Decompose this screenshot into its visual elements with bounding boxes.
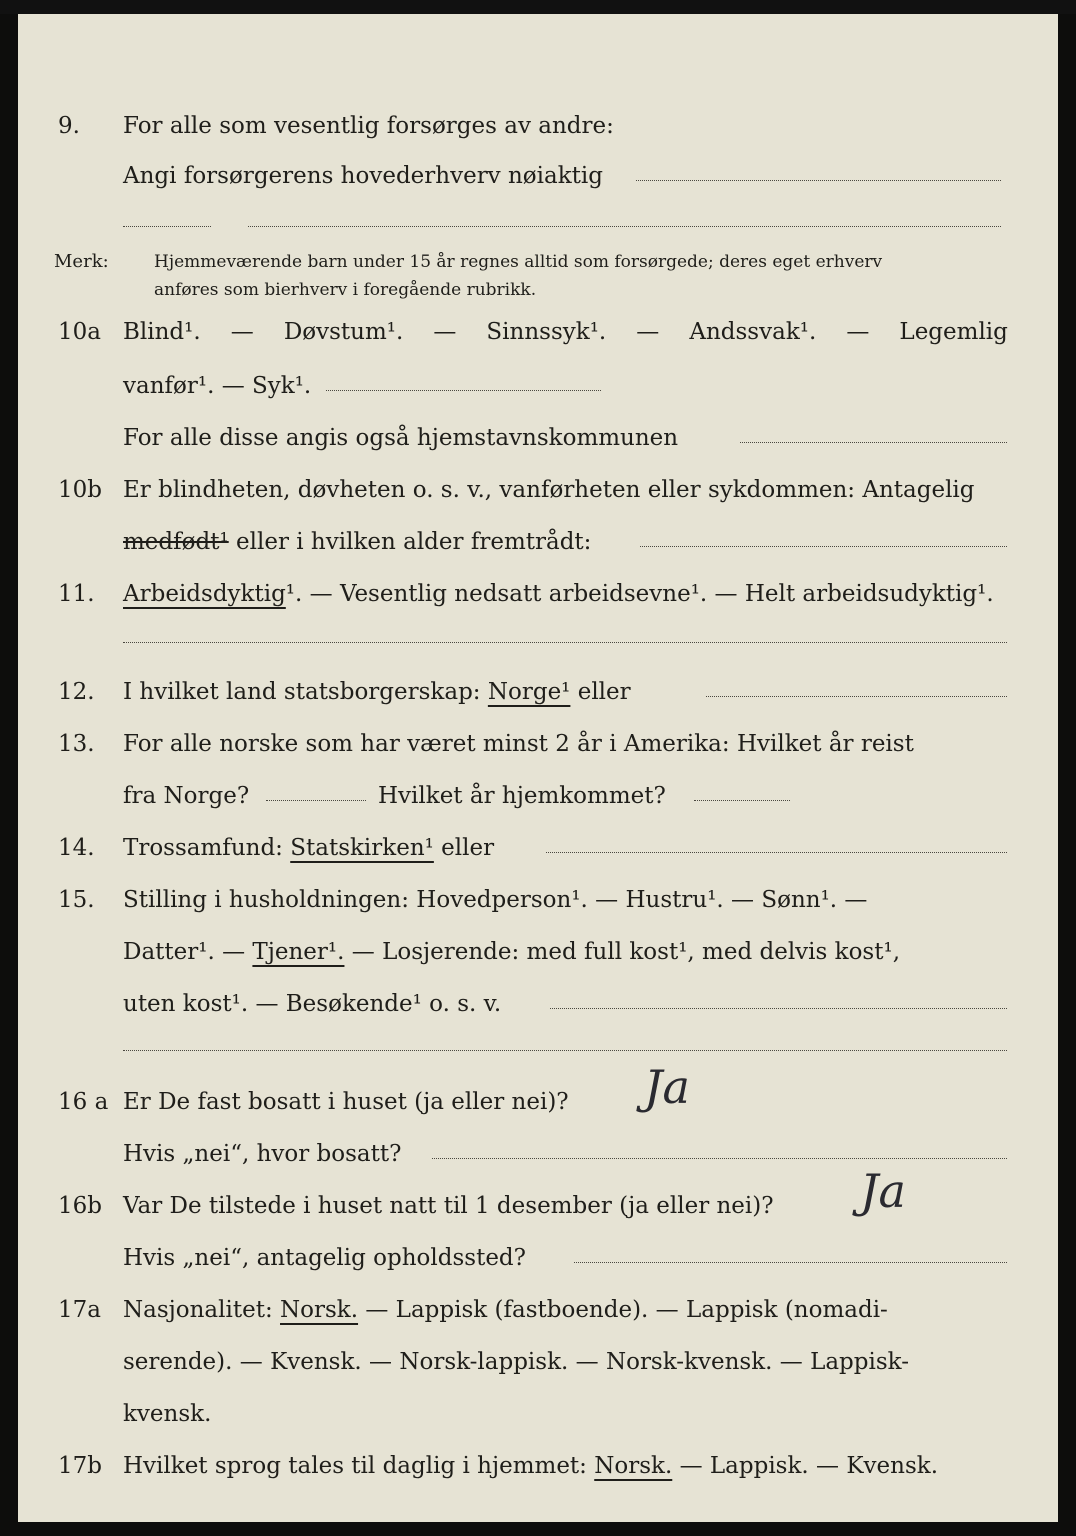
- merk-label: Merk:: [54, 251, 109, 272]
- q10a-row2: [18, 366, 1058, 406]
- q17a-number: 17a: [58, 1297, 101, 1323]
- q10b-row2: [18, 522, 1058, 562]
- q17b-number: 17b: [58, 1453, 102, 1479]
- q16b-answer-line: [574, 1262, 1007, 1263]
- q12-row: [18, 672, 1058, 712]
- q9-number: 9.: [58, 113, 80, 139]
- q17a-row2: [18, 1342, 1058, 1382]
- q11-selected-option: Arbeidsdyktig: [123, 581, 286, 607]
- q9-row: [18, 106, 1058, 146]
- q13-row: [18, 724, 1058, 764]
- q14-or: eller: [433, 835, 495, 861]
- q10b-number: 10b: [58, 477, 102, 503]
- q16b-line2: Hvis „nei“, antagelig opholdssted?: [123, 1245, 526, 1271]
- q14-row: [18, 828, 1058, 868]
- q15-extra-line: [123, 1050, 1007, 1051]
- q10a-number: 10a: [58, 319, 101, 345]
- q16a-answer-line: [432, 1158, 1007, 1159]
- q9-line2: Angi forsørgerens hovederhverv nøiaktig: [123, 163, 603, 189]
- q15-answer-line: [550, 1008, 1007, 1009]
- q10b-row: [18, 470, 1058, 510]
- q17a-line2: serende). — Kvensk. — Norsk-lappisk. — Norsk-kvensk. — Lappisk-: [123, 1349, 909, 1375]
- q16a-handwritten-answer: Ja: [644, 1060, 690, 1114]
- census-form-page: [18, 14, 1058, 1522]
- q11-row: [18, 574, 1058, 614]
- q9-row2: [18, 156, 1058, 196]
- q17a-row3: [18, 1394, 1058, 1434]
- q10a-part: Blind¹.: [123, 319, 201, 345]
- q10a-part: Døvstum¹.: [283, 319, 404, 345]
- q10a-part: —: [636, 319, 660, 345]
- q15-number: 15.: [58, 887, 95, 913]
- q16b-handwritten-answer: Ja: [860, 1164, 906, 1218]
- q16b-number: 16b: [58, 1193, 102, 1219]
- q16b-line1: Var De tilstede i huset natt til 1 desember (ja eller nei)?: [123, 1193, 774, 1219]
- q12-or: eller: [570, 679, 631, 705]
- q14-number: 14.: [58, 835, 95, 861]
- q9-line1: For alle som vesentlig forsørges av andre:: [123, 113, 614, 139]
- q9-answer-line: [636, 180, 1001, 181]
- q16a-row: [18, 1082, 1058, 1122]
- merk-line1: Hjemmeværende barn under 15 år regnes alltid som forsørgede; deres eget erhverv: [154, 252, 883, 272]
- q10a-line3: For alle disse angis også hjemstavnskommunen: [123, 425, 679, 451]
- q10a-row3: [18, 418, 1058, 458]
- q17a-row: [18, 1290, 1058, 1330]
- q10b-answer-line: [640, 546, 1007, 547]
- q10a-part: Legemlig: [899, 319, 1008, 345]
- q14-selected-option: Statskirken¹: [290, 835, 434, 861]
- q10a-line2: vanfør¹. — Syk¹.: [123, 373, 312, 399]
- q13-line1: For alle norske som har været minst 2 år i Amerika: Hvilket år reist: [123, 731, 914, 757]
- q17a-line3: kvensk.: [123, 1401, 212, 1427]
- q15-row3: [18, 984, 1058, 1024]
- q10a-part: Andssvak¹.: [689, 319, 817, 345]
- q10a-part: —: [846, 319, 870, 345]
- q16a-line2: Hvis „nei“, hvor bosatt?: [123, 1141, 402, 1167]
- q12-selected-option: Norge¹: [487, 679, 571, 705]
- q16a-number: 16 a: [58, 1089, 109, 1115]
- q15-line3: uten kost¹. — Besøkende¹ o. s. v.: [123, 991, 502, 1017]
- q14-line1: [123, 828, 494, 868]
- q10b-born-option: medfødt¹: [123, 529, 229, 555]
- q13-year-return-line: [694, 800, 790, 801]
- q15-selected-option: Tjener¹.: [252, 939, 345, 965]
- q12-line1: [123, 672, 631, 712]
- q10b-line2: [123, 522, 591, 562]
- q12-answer-line: [706, 696, 1007, 697]
- q11-number: 11.: [58, 581, 95, 607]
- merk-row2: [18, 270, 1058, 310]
- q17b-line1: [123, 1446, 938, 1486]
- q16b-row2: [18, 1238, 1058, 1278]
- q15-line1: Stilling i husholdningen: Hovedperson¹. — Hustru¹. — Sønn¹. —: [123, 887, 868, 913]
- q10a-answer-line: [326, 390, 601, 391]
- q13-line2a: fra Norge?: [123, 783, 250, 809]
- q17a-line1: [123, 1290, 888, 1330]
- q13-number: 13.: [58, 731, 95, 757]
- q13-year-left-line: [266, 800, 366, 801]
- merk-line2: anføres som bierhverv i foregående rubrikk.: [154, 280, 537, 300]
- q13-row2: [18, 776, 1058, 816]
- q17b-question: Hvilket sprog tales til daglig i hjemmet:: [123, 1453, 595, 1479]
- q11-line1: [123, 574, 994, 614]
- q14-question: Trossamfund:: [123, 835, 291, 861]
- q14-answer-line: [546, 852, 1007, 853]
- q10a-options: [123, 312, 1008, 352]
- q9-extra-line-b: [248, 226, 1001, 227]
- q11-line1-rest: ¹. — Vesentlig nedsatt arbeidsevne¹. — Helt arbeidsudyktig¹.: [285, 581, 994, 607]
- q17a-selected-option: Norsk.: [280, 1297, 359, 1323]
- q17b-line1-rest: — Lappisk. — Kvensk.: [672, 1453, 939, 1479]
- q16a-line1: Er De fast bosatt i huset (ja eller nei)?: [123, 1089, 569, 1115]
- q10b-line1: Er blindheten, døvheten o. s. v., vanførheten eller sykdommen: Antagelig: [123, 477, 975, 503]
- q17a-line1-rest: — Lappisk (fastboende). — Lappisk (nomadi-: [358, 1297, 888, 1323]
- q15-line2: [123, 932, 900, 972]
- q15-row2: [18, 932, 1058, 972]
- q12-question: I hvilket land statsborgerskap:: [123, 679, 488, 705]
- q15-row: [18, 880, 1058, 920]
- q17b-row: [18, 1446, 1058, 1486]
- q13-line2b: Hvilket år hjemkommet?: [378, 783, 666, 809]
- scan-top-edge: [0, 0, 1076, 14]
- q10a-part: Sinnssyk¹.: [486, 319, 607, 345]
- q10a-part: —: [433, 319, 457, 345]
- q17b-selected-option: Norsk.: [594, 1453, 673, 1479]
- q9-extra-line-a: [123, 226, 211, 227]
- q10a-home-line: [740, 442, 1007, 443]
- q11-extra-line: [123, 642, 1007, 643]
- q10b-line2-rest: eller i hvilken alder fremtrådt:: [228, 529, 592, 555]
- q12-number: 12.: [58, 679, 95, 705]
- q10a-part: —: [230, 319, 254, 345]
- q17a-question: Nasjonalitet:: [123, 1297, 281, 1323]
- q10a-row: [18, 312, 1058, 352]
- q15-line2-rest: — Losjerende: med full kost¹, med delvis kost¹,: [344, 939, 901, 965]
- q15-line2-start: Datter¹. —: [123, 939, 253, 965]
